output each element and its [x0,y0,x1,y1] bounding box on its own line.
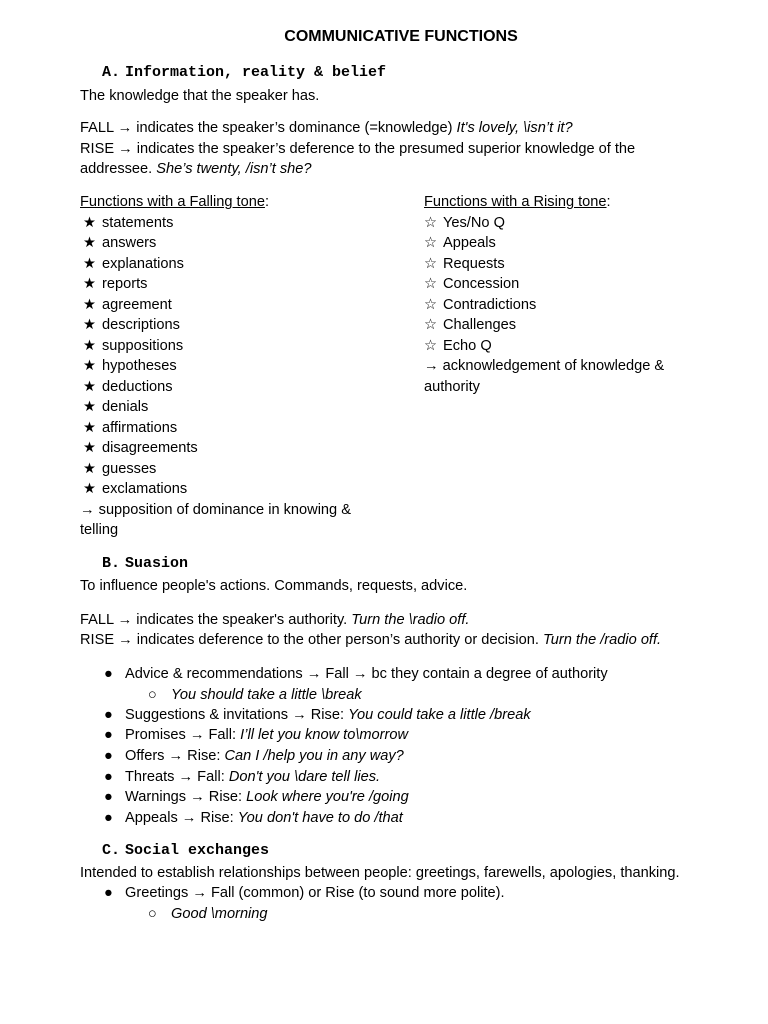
rising-note-line-1: → acknowledgement of knowledge & [424,358,665,374]
section-a-intro: The knowledge that the speaker has. [80,88,320,104]
rising-tone-heading [424,192,664,213]
b-item-text: Threats → Fall: [125,769,229,785]
black-star-icon: ★ [83,378,97,395]
falling-list-item [80,356,351,377]
section-b-letter: B. [102,555,121,572]
white-star-icon: ☆ [424,317,438,333]
b-item-text: Offers → Rise: [125,748,225,764]
b-item-example: I’ll let you know to\morrow [240,727,409,743]
falling-heading-text: Functions with a Falling tone [80,194,265,210]
rising-heading-text: Functions with a Rising tone [424,194,607,210]
section-a-title: Information, reality & belief [125,64,387,81]
falling-item-label: hypotheses [102,358,177,374]
falling-list-item [80,438,351,459]
rising-list-item [424,254,664,275]
falling-item-label: agreement [102,296,172,313]
white-star-icon: ☆ [424,235,438,251]
black-star-icon: ★ [83,440,97,456]
rising-item-label: Challenges [443,317,517,333]
bullet-marker: ● [104,885,113,901]
black-star-icon: ★ [83,276,97,292]
falling-tone-heading [80,192,351,213]
b-rise-text: RISE → indicates deference to the other person’s authority or decision. [80,632,543,648]
rising-list-item [424,295,664,316]
section-c-letter: C. [102,842,121,859]
rising-item-label: Appeals [443,235,496,251]
fall-line-example: It's lovely, \isn’t it? [456,120,573,136]
bullet-marker: ● [104,707,113,723]
b-item-example: You don't have to do /that [237,810,403,826]
bullet-marker: ● [104,810,113,826]
falling-list-item [80,295,351,316]
section-b-title: Suasion [125,555,189,572]
falling-list-item [80,315,351,336]
b-item-text: Advice & recommendations → Fall → bc they contain a degree of authority [125,666,608,682]
falling-item-label: denials [102,399,149,415]
section-b-intro: To influence people's actions. Commands, requests, advice. [80,578,468,594]
black-star-icon: ★ [83,317,97,333]
rising-heading-colon: : [606,194,611,210]
falling-item-label: affirmations [102,419,178,436]
section-c-heading [102,841,269,861]
section-b-item [125,664,608,684]
falling-item-label: disagreements [102,440,198,456]
section-b-item [125,705,531,725]
section-b-heading [102,554,188,574]
white-star-icon: ☆ [424,214,438,231]
section-b-rise-line [80,630,661,650]
rising-list-item [424,213,664,234]
section-a-letter: A. [102,64,121,81]
section-a-rise-line-1: RISE → indicates the speaker’s deference to the presumed superior knowledge of the [80,141,636,157]
section-b-item [125,787,409,807]
falling-list-item [80,397,351,418]
falling-list-item [80,418,351,439]
falling-list-item [80,377,351,398]
bullet-marker: ● [104,727,113,743]
section-b-item [125,767,380,787]
rise-line-text: addressee. [80,161,157,177]
b-item-example: You could take a little /break [348,707,531,723]
rising-item-label: Requests [443,255,505,272]
b-item-example: Don't you \dare tell lies. [228,769,381,785]
black-star-icon: ★ [83,481,97,497]
falling-tone-column [80,192,351,541]
falling-list-item [80,459,351,480]
rising-item-label: Concession [443,276,520,292]
falling-item-label: statements [102,214,174,231]
falling-tone-list [80,213,351,500]
b-item-example: Look where you're /going [246,789,409,805]
b-item-example: Can I /help you in any way? [224,748,404,764]
section-b-item [125,725,408,745]
black-star-icon: ★ [83,235,97,251]
bullet-marker: ● [104,789,113,805]
falling-item-label: answers [102,235,157,251]
section-a-rise-line-2 [80,159,311,179]
c-sub-item-example: Good \morning [171,906,268,922]
rising-item-label: Contradictions [443,296,537,313]
b-rise-example: Turn the /radio off. [542,632,662,648]
section-c-intro: Intended to establish relationships between people: greetings, farewells, apologies, thanking. [80,865,680,881]
black-star-icon: ★ [83,358,97,374]
white-star-icon: ☆ [424,276,438,292]
black-star-icon: ★ [83,337,97,354]
bullet-marker: ● [104,748,113,764]
section-a-fall-line [80,118,573,138]
section-b-fall-line [80,610,469,630]
falling-item-label: reports [102,276,148,292]
falling-heading-colon: : [264,194,270,210]
b-item-text: Suggestions & invitations → Rise: [125,707,349,723]
falling-list-item [80,233,351,254]
fall-line-text: FALL → indicates the speaker’s dominance (=knowledge) [80,120,457,136]
b-item-text: Warnings → Rise: [125,789,247,805]
falling-list-item [80,254,351,275]
rising-item-label: Echo Q [443,337,492,354]
rising-list-item [424,315,664,336]
b-item-text: Appeals → Rise: [125,810,238,826]
b-fall-text: FALL → indicates the speaker's authority. [80,612,352,628]
rising-item-label: Yes/No Q [443,214,505,231]
white-star-icon: ☆ [424,255,438,272]
falling-list-item [80,274,351,295]
bullet-marker: ● [104,666,113,682]
black-star-icon: ★ [83,296,97,313]
rising-tone-list [424,213,664,357]
page-title: COMMUNICATIVE FUNCTIONS [284,28,518,45]
falling-list-item [80,336,351,357]
sub-bullet-marker: ○ [148,906,157,922]
falling-list-item [80,213,351,234]
black-star-icon: ★ [83,460,97,477]
black-star-icon: ★ [83,214,97,231]
b-fall-example: Turn the \radio off. [351,612,470,628]
black-star-icon: ★ [83,255,97,272]
falling-item-label: guesses [102,460,157,477]
bullet-marker: ● [104,769,113,785]
section-c-item: Greetings → Fall (common) or Rise (to sound more polite). [125,885,505,901]
section-b-sub-item [171,685,362,705]
falling-item-label: suppositions [102,337,184,354]
white-star-icon: ☆ [424,337,438,354]
section-b-item [125,808,403,828]
falling-item-label: explanations [102,255,184,272]
white-star-icon: ☆ [424,296,438,313]
falling-note-line-2: telling [80,522,119,538]
sub-bullet-marker: ○ [148,687,157,703]
section-c-title: Social exchanges [125,842,270,859]
falling-item-label: deductions [102,378,173,395]
rising-list-item [424,336,664,357]
rising-note-line-2: authority [424,378,480,395]
b-item-text: Promises → Fall: [125,727,241,743]
rising-list-item [424,233,664,254]
section-c-sub-item [171,904,268,924]
rise-line-example: She’s twenty, /isn’t she? [156,161,312,177]
falling-list-item [80,479,351,500]
falling-item-label: exclamations [102,481,188,497]
falling-note-line-1: → supposition of dominance in knowing & [80,501,351,518]
rising-list-item [424,274,664,295]
black-star-icon: ★ [83,399,97,415]
black-star-icon: ★ [83,419,97,436]
b-sub-item-example: You should take a little \break [171,687,362,703]
falling-item-label: descriptions [102,317,180,333]
section-b-item [125,746,404,766]
section-a-heading [102,63,386,83]
rising-tone-column [424,192,664,397]
